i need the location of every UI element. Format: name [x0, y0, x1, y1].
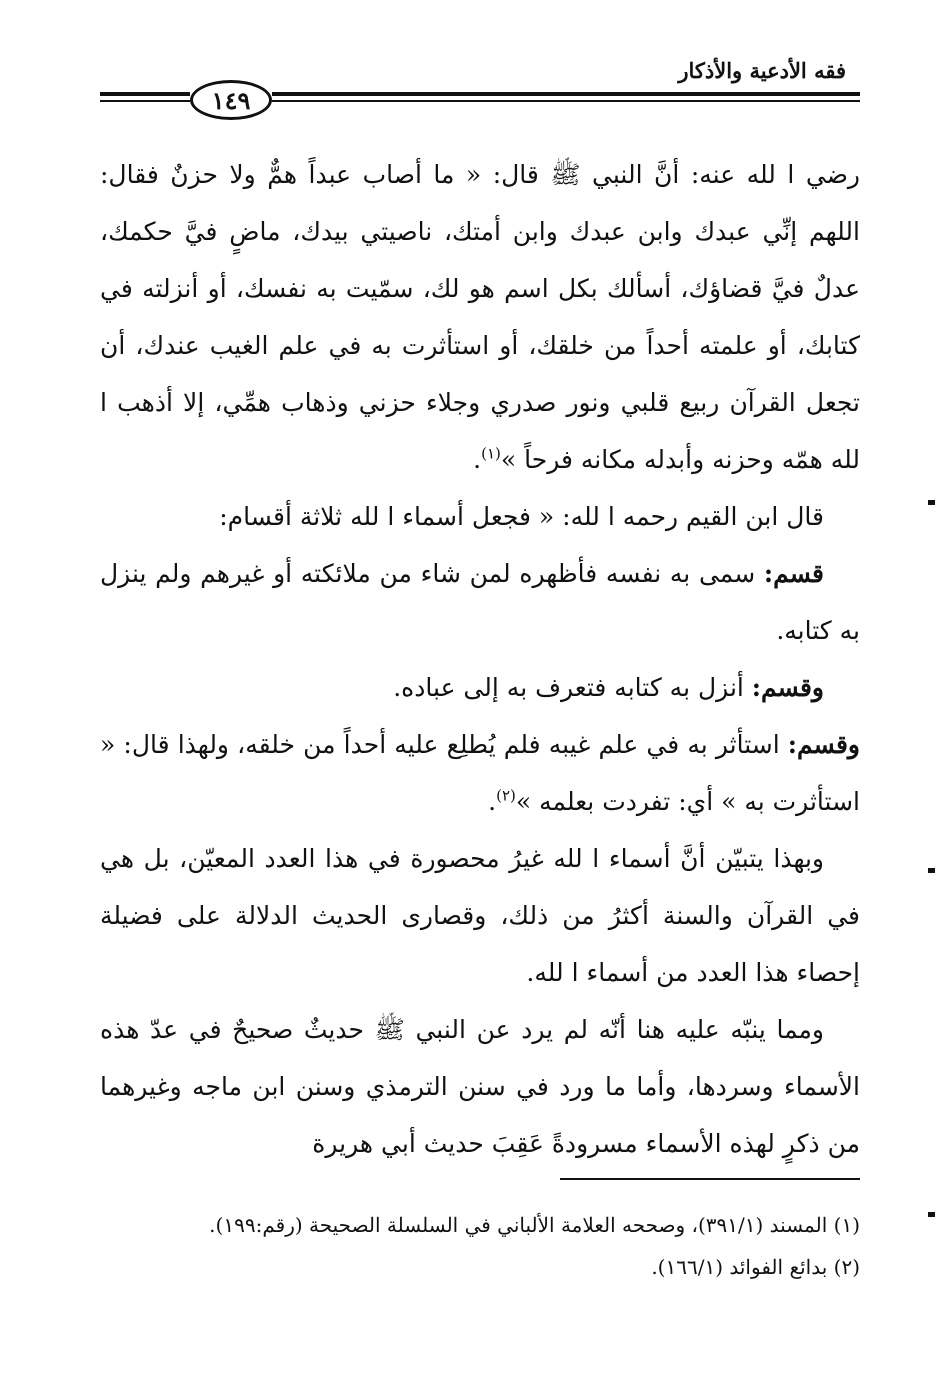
- section-text: أنزل به كتابه فتعرف به إلى عباده.: [393, 673, 752, 702]
- running-title: فقه الأدعية والأذكار: [678, 58, 846, 83]
- hadith-end: .: [473, 445, 482, 474]
- header-rule-left: [100, 92, 190, 96]
- footnote-separator: [560, 1178, 860, 1180]
- footnote-1: (١) المسند (٣٩١/١)، وصححه العلامة الألباني في السلسلة الصحيحة (رقم:١٩٩).: [209, 1213, 860, 1237]
- page-number-badge: [190, 80, 272, 120]
- header-rule-right-thin: [272, 100, 860, 102]
- footnote-ref-2: (٢): [496, 786, 516, 805]
- paragraph-hadith: [100, 146, 860, 488]
- paragraph-ibn-qayyim: قال ابن القيم رحمه ا لله: « فجعل أسماء ا لله ثلاثة أقسام:: [219, 502, 824, 531]
- section-text: سمى به نفسه فأظهره لمن شاء من ملائكته أو غيرهم ولم ينزل به كتابه.: [100, 559, 860, 645]
- margin-mark: [928, 500, 935, 505]
- main-text: [100, 146, 860, 1172]
- paragraph-section-3: [100, 716, 860, 830]
- margin-mark: [928, 1212, 935, 1217]
- section-label: وقسم:: [787, 730, 860, 759]
- paragraph-note: ومما ينبّه عليه هنا أنّه لم يرد عن النبي ﷺ حديثٌ صحيحٌ في عدّ هذه الأسماء وسردها، وأما ما ورد في سنن الترمذي وسنن ابن ماجه وغيرهما من ذكرٍ لهذه الأسماء مسرودةً عَقِبَ حديث أبي هريرة: [100, 1015, 860, 1158]
- margin-mark: [928, 868, 935, 873]
- section-label: قسم:: [763, 559, 824, 588]
- page-number: ١٤٩: [211, 85, 251, 115]
- paragraph-section-2: [100, 659, 860, 716]
- footnotes: [100, 1204, 860, 1288]
- footnote-ref-1: (١): [481, 444, 501, 463]
- section-text: استأثر به في علم غيبه فلم يُطلِع عليه أحداً من خلقه، ولهذا قال: « استأثرت به » أي: تفردت بعلمه »: [100, 730, 860, 816]
- paragraph-section-1: [100, 545, 860, 659]
- hadith-text: رضي ا لله عنه: أنَّ النبي ﷺ قال: « ما أصاب عبداً همٌّ ولا حزنٌ فقال: اللهم إنِّي عبدك وابن عبدك وابن أمتك، ناصيتي بيدك، ماضٍ فيَّ حكمك، عدلٌ فيَّ قضاؤك، أسألك بكل اسم هو لك، سمّيت به نفسك، أو أنزلته في كتابك، أو علمته أحداً من خلقك، أو استأثرت به في علم الغيب عندك، أن تجعل القرآن ربيع قلبي ونور صدري وجلاء حزني وذهاب همِّي، إلا أذهب ا لله همّه وحزنه وأبدله مكانه فرحاً »: [100, 160, 860, 474]
- footnote-2: (٢) بدائع الفوائد (١٦٦/١).: [651, 1255, 860, 1279]
- header-rule-left-thin: [100, 100, 190, 102]
- section-end: .: [488, 787, 497, 816]
- section-label: وقسم:: [751, 673, 824, 702]
- paragraph-names-not-limited: وبهذا يتبيّن أنَّ أسماء ا لله غيرُ محصورة في هذا العدد المعيّن، بل هي في القرآن والسنة أكثرُ من ذلك، وقصارى الحديث الدلالة على فضيلة إحصاء هذا العدد من أسماء ا لله.: [100, 844, 860, 987]
- header-rule-right: [272, 92, 860, 96]
